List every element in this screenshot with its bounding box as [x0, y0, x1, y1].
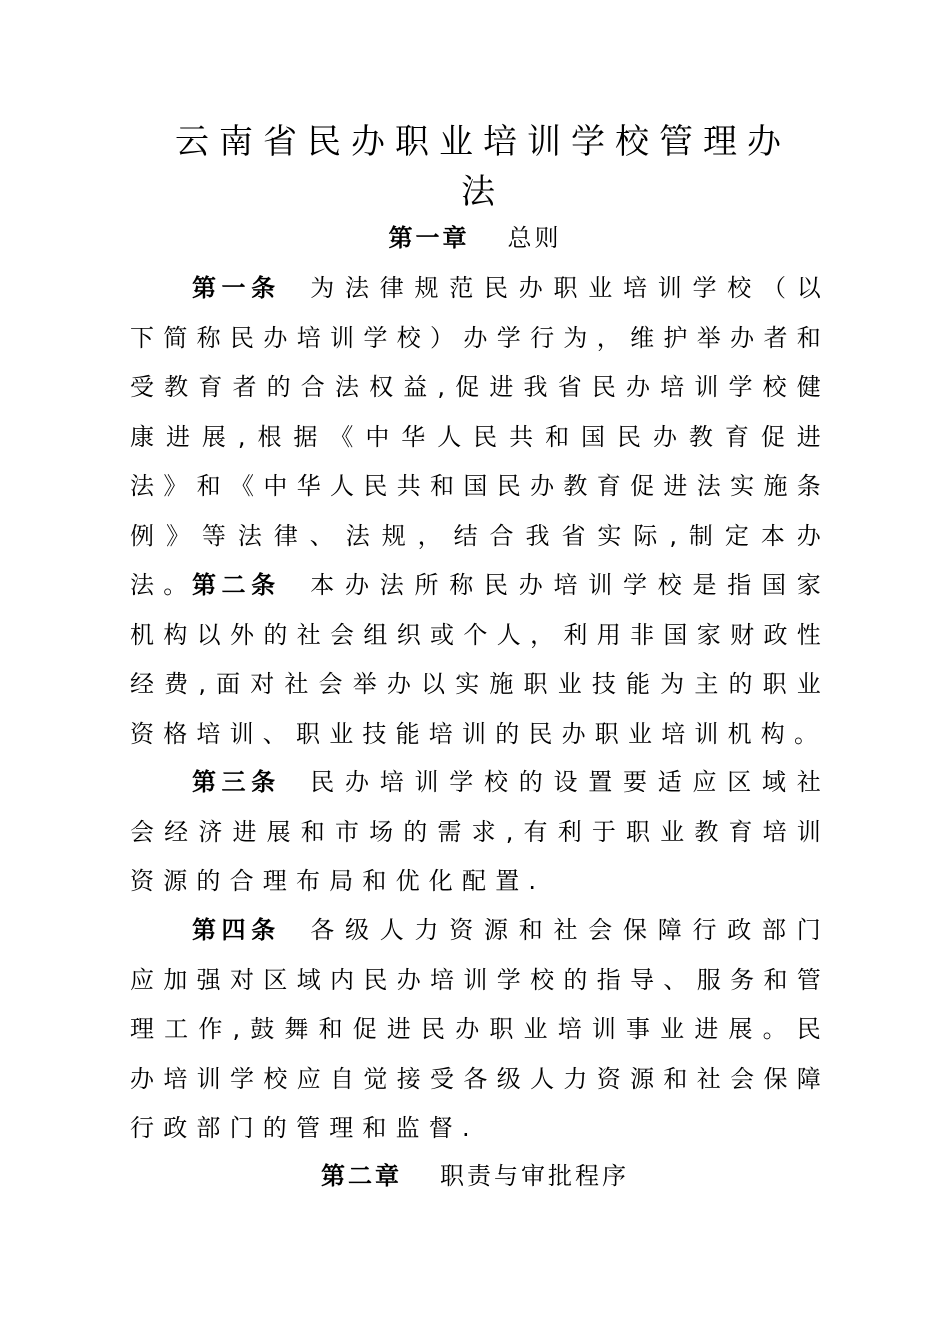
article-label: 第一条: [192, 274, 281, 302]
document-title-line-2: 法: [461, 172, 505, 212]
article-label: 第三条: [192, 768, 281, 796]
chapter-number: 第二章: [321, 1162, 402, 1190]
article-paragraph: [130, 758, 830, 907]
article-paragraph: [130, 906, 830, 1154]
chapter-number: 第一章: [388, 224, 470, 252]
document-title-line-1: 云南省民办职业培训学校管理办: [175, 122, 791, 162]
article-label: 第二条: [192, 571, 281, 599]
chapter-name: 总则: [507, 224, 562, 252]
article-text: 各级人力资源和社会保障行政部门应加强对区域内民办培训学校的指导、服务和管理工作,鼓舞和促进民办职业培训事业进展。民办培训学校应自觉接受各级人力资源和社会保障行政部门的管理和监督.: [130, 916, 831, 1142]
article-text: 为法律规范民办职业培训学校（以下简称民办培训学校）办学行为，维护举办者和受教育者的合法权益,促进我省民办培训学校健康进展,根据《中华人民共和国民办教育促进法》和《中华人民共和国民办教育促进法实施条例》等法律、法规，结合我省实际,制定本办法。: [130, 274, 831, 599]
article-paragraph: [130, 561, 830, 759]
chapter-name: 职责与审批程序: [440, 1162, 629, 1190]
chapter-heading-2: [0, 1160, 950, 1192]
article-text: 本办法所称民办培训学校是指国家机构以外的社会组织或个人，利用非国家财政性经费,面对社会举办以实施职业技能为主的职业资格培训、职业技能培训的民办职业培训机构。: [130, 571, 831, 748]
article-label: 第四条: [192, 916, 281, 944]
chapter-heading-1: [0, 222, 950, 254]
article-paragraph: [130, 264, 830, 611]
article-text: 民办培训学校的设置要适应区域社会经济进展和市场的需求,有利于职业教育培训资源的合理布局和优化配置.: [130, 768, 831, 895]
